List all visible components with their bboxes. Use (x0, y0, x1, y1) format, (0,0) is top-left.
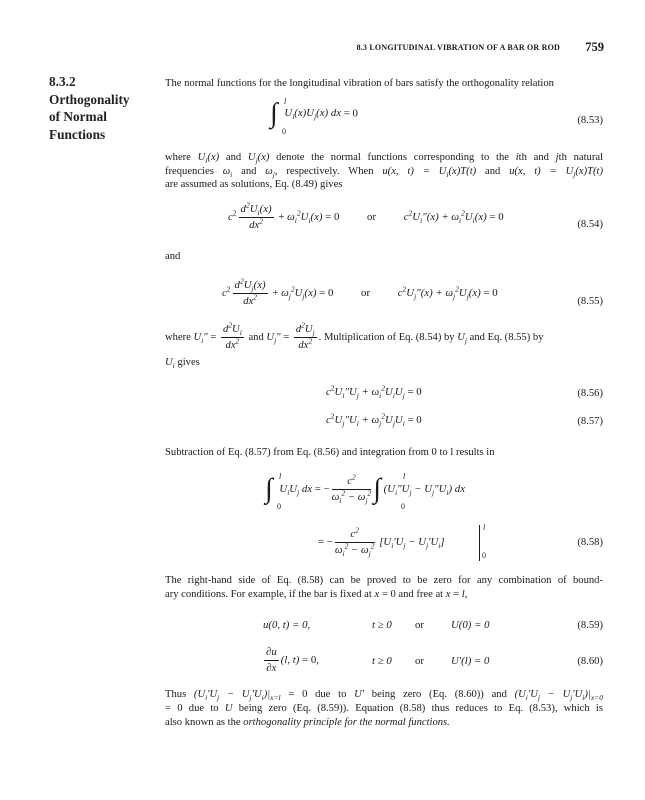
equation-8-56: $c^2U_i''U_j + \omega_i^2U_iU_j = 0$ (326, 383, 422, 401)
subsection-number: 8.3.2 (49, 74, 76, 89)
subsection-title-line1: Orthogonality (49, 91, 130, 107)
evaluation-bar (479, 525, 480, 561)
free-end-condition: U′(l) = 0 (451, 655, 490, 667)
equation-number-8-54: (8.54) (577, 219, 603, 230)
equation-8-57: $c^2U_j''U_i + \omega_j^2U_jU_i = 0$ (326, 411, 422, 429)
time-condition-1: t ≥ 0 (372, 619, 392, 631)
subsection-heading (49, 73, 149, 143)
equation-8-58-line1: ∫ $U_iU_j$ dx = − $\frac{c^2}{\omega_i^2 - \omega_j^2}$ ∫ $(U_i''U_j - U_j''U_i)$ dx l 0 l 0 (265, 472, 466, 511)
or-word-1: or (415, 619, 424, 631)
equation-8-58-line2: = − $\frac{c^2}{\omega_i^2 - \omega_j^2}$ $[U_i'U_j - U_j'U_i]$ (318, 525, 445, 559)
and-connector: and (165, 251, 181, 262)
assumed-solutions-text: are assumed as solutions, Eq. (8.49) gives (165, 179, 343, 190)
equation-8-59: u(0, t) = 0, (263, 619, 311, 631)
equation-number-8-57: (8.57) (577, 416, 603, 427)
normal-functions-paragraph: where $U_i(x)$ and $U_j(x)$ denote the normal functions corresponding to the ith and jth natural frequencies $\omega_i$ and $\omega_j$, respectively. When u(x, $t) = U_i(x)T(t)$ and u(x, $t) = U_j(x)T(t)$ (165, 152, 604, 180)
equation-8-53: ∫ $U_i(x)U_j(x)$ dx = 0 l 0 (270, 97, 358, 136)
or-word-2: or (415, 655, 424, 667)
subsection-title-line3: Functions (49, 126, 106, 142)
boundary-conditions-paragraph: The right-hand side of Eq. (8.58) can be proved to be zero for any combination of bound- ary conditions. For example, if the bar is fixed at x = 0 and free at x = l, (165, 575, 603, 601)
equation-8-54: $c^2$ $\frac{d^2U_i(x)}{dx^2}$ + $\omega_i^2U_i(x) = 0$ or $c^2U_i''(x) + \omega_i^2U_i(x) = 0$ (228, 200, 504, 231)
section-title: 8.3 LONGITUDINAL VIBRATION OF A BAR OR ROD (356, 43, 560, 52)
second-derivative-definitions: where $U_i''$ = $\frac{d^2U_i}{dx^2}$ and $U_j''$ = $\frac{d^2U_j}{dx^2}$ . Multiplication of Eq. (8.54) by $U_j$ and Eq. (8.55) by (165, 320, 544, 351)
subtraction-paragraph: Subtraction of Eq. (8.57) from Eq. (8.56) and integration from 0 to l results in (165, 447, 495, 458)
conclusion-paragraph: Thus $(U_i'U_j - U_j'U_i)|_{x=l} = 0$ due to U′ being zero (Eq. (8.60)) and $(U_i'U_j - U_j'U_i)|_{x=0}$ = 0 due to U being zero (Eq. (8.59)). Equation (8.58) thus reduces to Eq. (8.53), which is also known as the orthogonality principle for the normal functions. (165, 689, 603, 729)
equation-number-8-56: (8.56) (577, 388, 603, 399)
gives-line: $U_i$ gives (165, 357, 200, 371)
equation-number-8-55: (8.55) (577, 296, 603, 307)
equation-number-8-60: (8.60) (577, 656, 603, 667)
equation-number-8-59: (8.59) (577, 620, 603, 631)
intro-paragraph (165, 77, 603, 91)
equation-8-60: $\frac{\partial u}{\partial x}$ (l, t) = 0, (266, 646, 319, 674)
subsection-title-line2: of Normal (49, 109, 107, 124)
page-number: 759 (585, 40, 604, 54)
equation-number-8-53: (8.53) (577, 115, 603, 126)
equation-number-8-58: (8.58) (577, 537, 603, 548)
intro-text: The normal functions for the longitudinal vibration of bars satisfy the orthogonality relation (165, 78, 554, 89)
running-header (0, 40, 604, 56)
time-condition-2: t ≥ 0 (372, 655, 392, 667)
equation-8-55: $c^2$ $\frac{d^2U_j(x)}{dx^2}$ + $\omega_j^2U_j(x) = 0$ or $c^2U_j''(x) + \omega_j^2U_j(x) = 0$ (222, 276, 498, 307)
fixed-end-condition: U(0) = 0 (451, 619, 490, 631)
